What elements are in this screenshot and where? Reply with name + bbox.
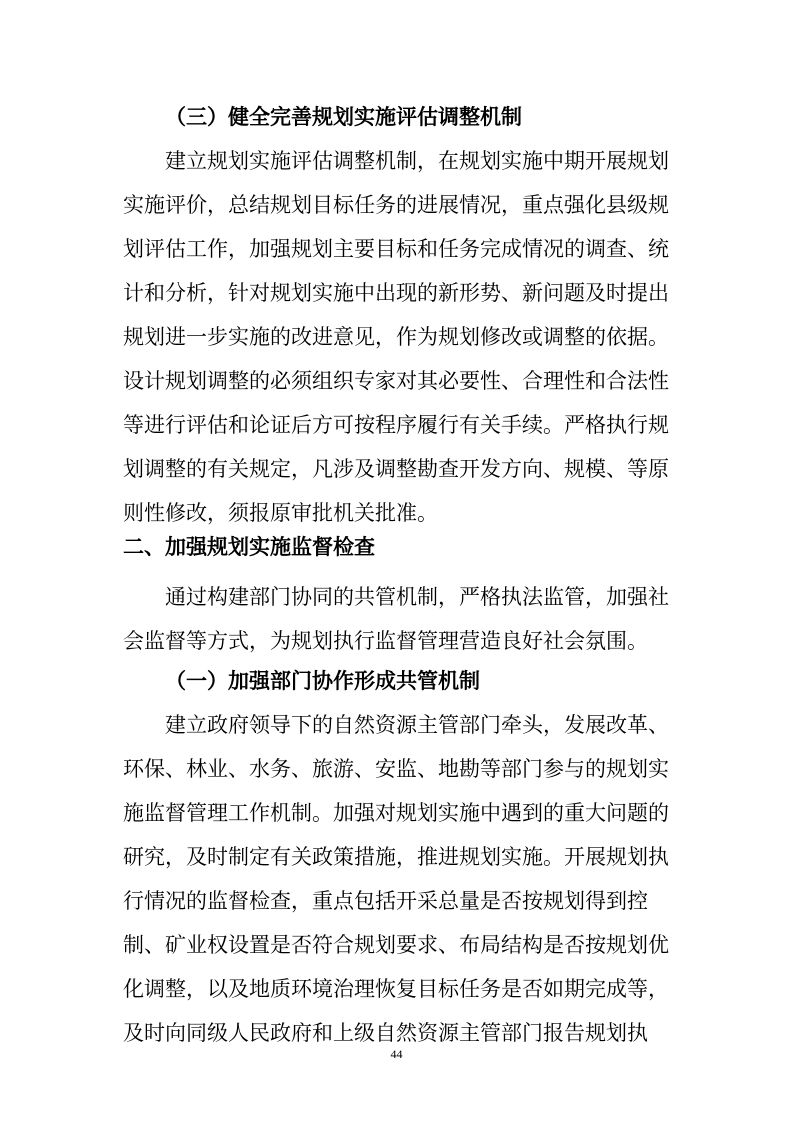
paragraph-line: 及时向同级人民政府和上级自然资源主管部门报告规划执 [123,1021,648,1045]
paragraph-line: 实施评价，总结规划目标任务的进展情况，重点强化县级规 [123,193,669,217]
paragraph-line: 设计规划调整的必须组织专家对其必要性、合理性和合法性 [123,369,669,393]
paragraph-line: 制、矿业权设置是否符合规划要求、布局结构是否按规划优 [123,933,669,957]
paragraph-line: 环保、林业、水务、旅游、安监、地勘等部门参与的规划实 [123,757,669,781]
page-number: 44 [390,1047,403,1061]
section-heading-2: 二、加强规划实施监督检查 [123,535,375,559]
paragraph-line: 通过构建部门协同的共管机制，严格执法监管，加强社 [165,585,669,609]
paragraph-line: 行情况的监督检查，重点包括开采总量是否按规划得到控 [123,889,648,913]
paragraph-line: 建立政府领导下的自然资源主管部门牵头，发展改革、 [165,713,669,737]
paragraph-line: 会监督等方式，为规划执行监督管理营造良好社会氛围。 [123,629,648,653]
paragraph-line: 则性修改，须报原审批机关批准。 [123,501,438,525]
subsection-heading-3: （三）健全完善规划实施评估调整机制 [165,105,522,129]
paragraph-line: 建立规划实施评估调整机制，在规划实施中期开展规划 [165,149,669,173]
subsection-heading-1: （一）加强部门协作形成共管机制 [165,669,480,693]
paragraph-line: 研究，及时制定有关政策措施，推进规划实施。开展规划执 [123,845,669,869]
paragraph-line: 化调整，以及地质环境治理恢复目标任务是否如期完成等， [123,977,669,1001]
paragraph-line: 等进行评估和论证后方可按程序履行有关手续。严格执行规 [123,413,669,437]
paragraph-line: 施监督管理工作机制。加强对规划实施中遇到的重大问题的 [123,801,669,825]
paragraph-line: 划调整的有关规定，凡涉及调整勘查开发方向、规模、等原 [123,457,669,481]
paragraph-line: 规划进一步实施的改进意见，作为规划修改或调整的依据。 [123,325,669,349]
paragraph-line: 划评估工作，加强规划主要目标和任务完成情况的调查、统 [123,237,669,261]
paragraph-line: 计和分析，针对规划实施中出现的新形势、新问题及时提出 [123,281,669,305]
